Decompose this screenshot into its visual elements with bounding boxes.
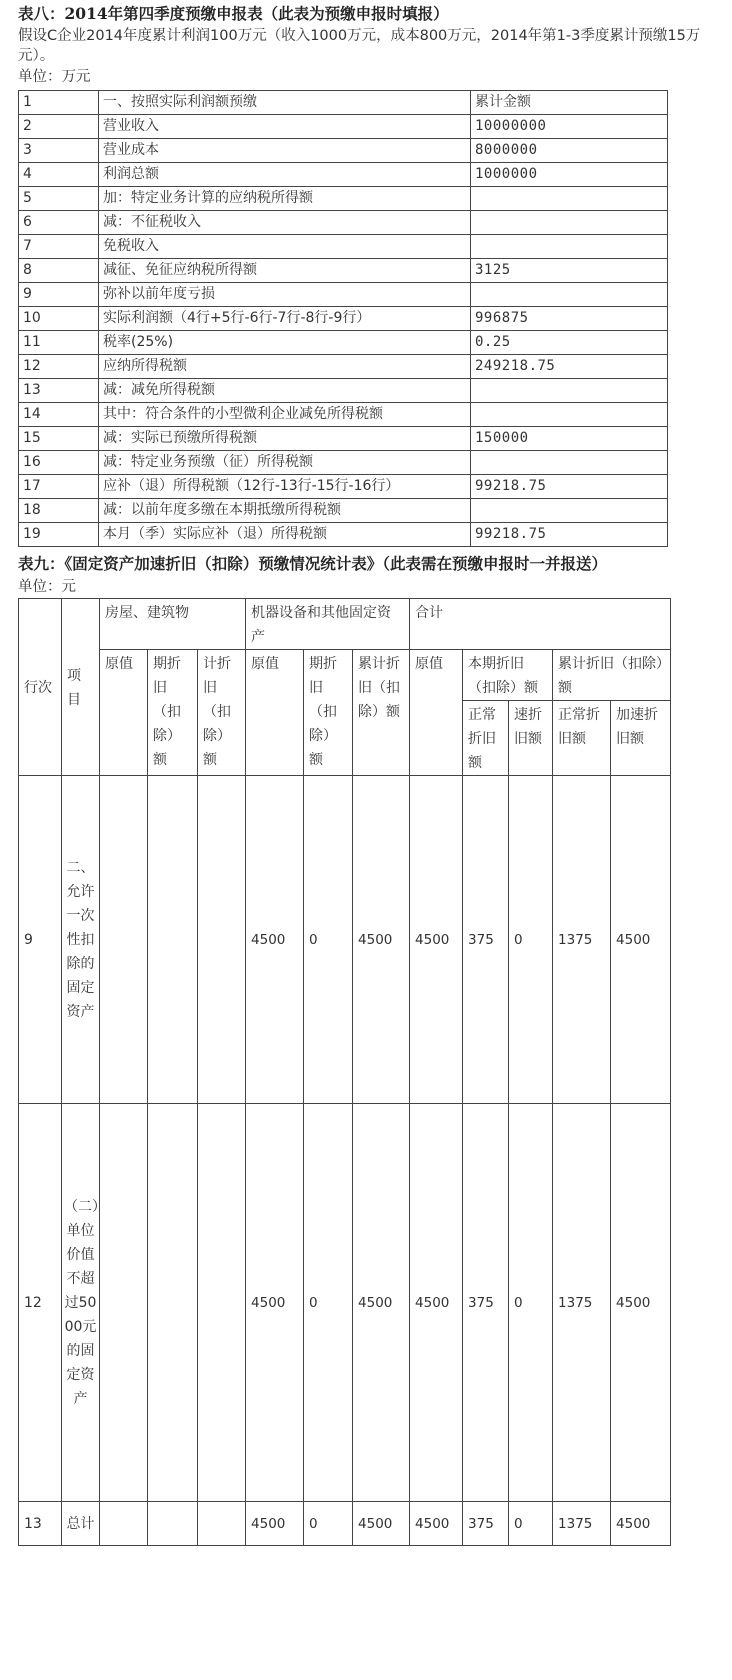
cell-t-orig: 4500 xyxy=(410,1502,463,1546)
table8-row xyxy=(19,331,668,355)
table8-row xyxy=(19,139,668,163)
row-amount: 3125 xyxy=(471,259,668,283)
cell-b-accum xyxy=(198,776,246,1104)
row-item: 减：减免所得税额 xyxy=(99,379,471,403)
header-current-dep: 本期折旧（扣除）额 xyxy=(463,650,553,701)
row-number: 17 xyxy=(19,475,99,499)
cell-t-cur-normal: 375 xyxy=(463,1502,509,1546)
cell-t-acc-normal: 1375 xyxy=(553,1104,611,1502)
table8-row xyxy=(19,451,668,475)
row-item: 本月（季）实际应补（退）所得税额 xyxy=(99,523,471,547)
row-amount xyxy=(471,211,668,235)
cell-m-accum: 4500 xyxy=(353,776,410,1104)
row-amount xyxy=(471,235,668,259)
row-item: 免税收入 xyxy=(99,235,471,259)
cell-b-accum xyxy=(198,1502,246,1546)
table9-unit: 单位：元 xyxy=(18,579,76,595)
cell-t-orig: 4500 xyxy=(410,776,463,1104)
header-cumulative-dep: 累计折旧（扣除）额 xyxy=(553,650,671,701)
row-amount xyxy=(471,283,668,307)
cell-b-orig xyxy=(100,1502,148,1546)
row-number: 7 xyxy=(19,235,99,259)
table8-row xyxy=(19,355,668,379)
header-m-original: 原值 xyxy=(246,650,304,776)
header-total: 合计 xyxy=(410,599,671,650)
row-amount: 99218.75 xyxy=(471,475,668,499)
table9-row xyxy=(19,776,671,1104)
header-b-original: 原值 xyxy=(100,650,148,776)
table8-row xyxy=(19,91,668,115)
cell-b-orig xyxy=(100,1104,148,1502)
row-item: 减：以前年度多缴在本期抵缴所得税额 xyxy=(99,499,471,523)
row-number: 6 xyxy=(19,211,99,235)
table9-row xyxy=(19,1104,671,1502)
cell-t-cur-accel: 0 xyxy=(509,776,553,1104)
row-item: 弥补以前年度亏损 xyxy=(99,283,471,307)
table8-row xyxy=(19,115,668,139)
cell-no: 9 xyxy=(19,776,62,1104)
cell-no: 12 xyxy=(19,1104,62,1502)
row-item: 减：实际已预缴所得税额 xyxy=(99,427,471,451)
cell-m-accum: 4500 xyxy=(353,1104,410,1502)
row-number: 9 xyxy=(19,283,99,307)
header-b-accum: 计折旧（扣除）额 xyxy=(198,650,246,776)
row-number: 2 xyxy=(19,115,99,139)
table8-row xyxy=(19,427,668,451)
table9 xyxy=(18,598,671,1546)
cell-m-period: 0 xyxy=(304,1502,353,1546)
row-amount xyxy=(471,187,668,211)
row-amount: 8000000 xyxy=(471,139,668,163)
cell-t-cur-accel: 0 xyxy=(509,1104,553,1502)
cell-b-accum xyxy=(198,1104,246,1502)
cell-t-acc-normal: 1375 xyxy=(553,1502,611,1546)
row-amount xyxy=(471,451,668,475)
row-amount: 99218.75 xyxy=(471,523,668,547)
cell-no: 13 xyxy=(19,1502,62,1546)
row-amount: 10000000 xyxy=(471,115,668,139)
cell-item: 总计 xyxy=(62,1502,100,1546)
cell-t-orig: 4500 xyxy=(410,1104,463,1502)
row-number: 12 xyxy=(19,355,99,379)
row-number: 11 xyxy=(19,331,99,355)
row-number: 10 xyxy=(19,307,99,331)
cell-t-acc-accel: 4500 xyxy=(611,1104,671,1502)
cell-m-orig: 4500 xyxy=(246,1104,304,1502)
header-row-no: 行次 xyxy=(19,599,62,776)
table8-unit: 单位：万元 xyxy=(18,69,91,85)
cell-m-period: 0 xyxy=(304,776,353,1104)
row-number: 16 xyxy=(19,451,99,475)
row-item: 应补（退）所得税额（12行-13行-15行-16行） xyxy=(99,475,471,499)
table9-row xyxy=(19,1502,671,1546)
row-amount: 249218.75 xyxy=(471,355,668,379)
header-machinery: 机器设备和其他固定资产 xyxy=(246,599,410,650)
table8-row xyxy=(19,187,668,211)
row-number: 1 xyxy=(19,91,99,115)
cell-t-cur-accel: 0 xyxy=(509,1502,553,1546)
table8-row xyxy=(19,307,668,331)
header-m-period: 期折旧（扣除）额 xyxy=(304,650,353,776)
table9-title: 表九：《固定资产加速折旧（扣除）预缴情况统计表》（此表需在预缴申报时一并报送） xyxy=(18,554,608,573)
table8-row xyxy=(19,523,668,547)
row-item: 营业成本 xyxy=(99,139,471,163)
table8-row xyxy=(19,403,668,427)
row-number: 15 xyxy=(19,427,99,451)
row-item: 利润总额 xyxy=(99,163,471,187)
row-amount: 0.25 xyxy=(471,331,668,355)
row-amount: 150000 xyxy=(471,427,668,451)
cell-item: 二、允许一次性扣除的固定资产 xyxy=(62,776,100,1104)
row-amount: 1000000 xyxy=(471,163,668,187)
table8-row xyxy=(19,283,668,307)
row-number: 13 xyxy=(19,379,99,403)
table8-row xyxy=(19,211,668,235)
table8-title: 表八：2014年第四季度预缴申报表（此表为预缴申报时填报） xyxy=(18,4,449,23)
cell-t-cur-normal: 375 xyxy=(463,1104,509,1502)
cell-t-acc-normal: 1375 xyxy=(553,776,611,1104)
table8-row xyxy=(19,235,668,259)
cell-b-orig xyxy=(100,776,148,1104)
table8-note: 假设C企业2014年度累计利润100万元（收入1000万元，成本800万元，2014年第1-3季度累计预缴15万元）。 xyxy=(18,28,701,64)
cell-m-accum: 4500 xyxy=(353,1502,410,1546)
row-number: 3 xyxy=(19,139,99,163)
row-item: 税率(25%) xyxy=(99,331,471,355)
header-cur-accel: 速折旧额 xyxy=(509,701,553,776)
row-item: 减：不征税收入 xyxy=(99,211,471,235)
table8-row xyxy=(19,379,668,403)
row-number: 14 xyxy=(19,403,99,427)
cell-m-orig: 4500 xyxy=(246,776,304,1104)
row-number: 4 xyxy=(19,163,99,187)
header-acc-accel: 加速折旧额 xyxy=(611,701,671,776)
header-acc-normal: 正常折旧额 xyxy=(553,701,611,776)
row-item: 营业收入 xyxy=(99,115,471,139)
header-cur-normal: 正常折旧额 xyxy=(463,701,509,776)
cell-b-period xyxy=(148,1104,198,1502)
cell-item: （二）单位价值不超过5000元的固定资产 xyxy=(62,1104,100,1502)
header-item: 项目 xyxy=(62,599,100,776)
cell-m-period: 0 xyxy=(304,1104,353,1502)
row-amount xyxy=(471,403,668,427)
row-number: 18 xyxy=(19,499,99,523)
table8-row xyxy=(19,163,668,187)
table8-row xyxy=(19,475,668,499)
row-item: 实际利润额（4行+5行-6行-7行-8行-9行） xyxy=(99,307,471,331)
table8-row xyxy=(19,259,668,283)
header-m-accum: 累计折旧（扣除）额 xyxy=(353,650,410,776)
row-item: 其中：符合条件的小型微利企业减免所得税额 xyxy=(99,403,471,427)
header-b-period: 期折旧（扣除）额 xyxy=(148,650,198,776)
cell-t-acc-accel: 4500 xyxy=(611,1502,671,1546)
row-amount: 996875 xyxy=(471,307,668,331)
cell-t-cur-normal: 375 xyxy=(463,776,509,1104)
row-amount xyxy=(471,379,668,403)
cell-b-period xyxy=(148,1502,198,1546)
header-t-original: 原值 xyxy=(410,650,463,776)
cell-m-orig: 4500 xyxy=(246,1502,304,1546)
cell-b-period xyxy=(148,776,198,1104)
row-amount: 累计金额 xyxy=(471,91,668,115)
row-number: 19 xyxy=(19,523,99,547)
row-item: 应纳所得税额 xyxy=(99,355,471,379)
cell-t-acc-accel: 4500 xyxy=(611,776,671,1104)
header-buildings: 房屋、建筑物 xyxy=(100,599,246,650)
table8 xyxy=(18,90,668,547)
table8-row xyxy=(19,499,668,523)
row-item: 减：特定业务预缴（征）所得税额 xyxy=(99,451,471,475)
table9-body xyxy=(19,776,671,1546)
row-number: 8 xyxy=(19,259,99,283)
row-number: 5 xyxy=(19,187,99,211)
row-item: 减征、免征应纳税所得额 xyxy=(99,259,471,283)
table8-body xyxy=(19,91,668,547)
row-amount xyxy=(471,499,668,523)
row-item: 一、按照实际利润额预缴 xyxy=(99,91,471,115)
row-item: 加：特定业务计算的应纳税所得额 xyxy=(99,187,471,211)
